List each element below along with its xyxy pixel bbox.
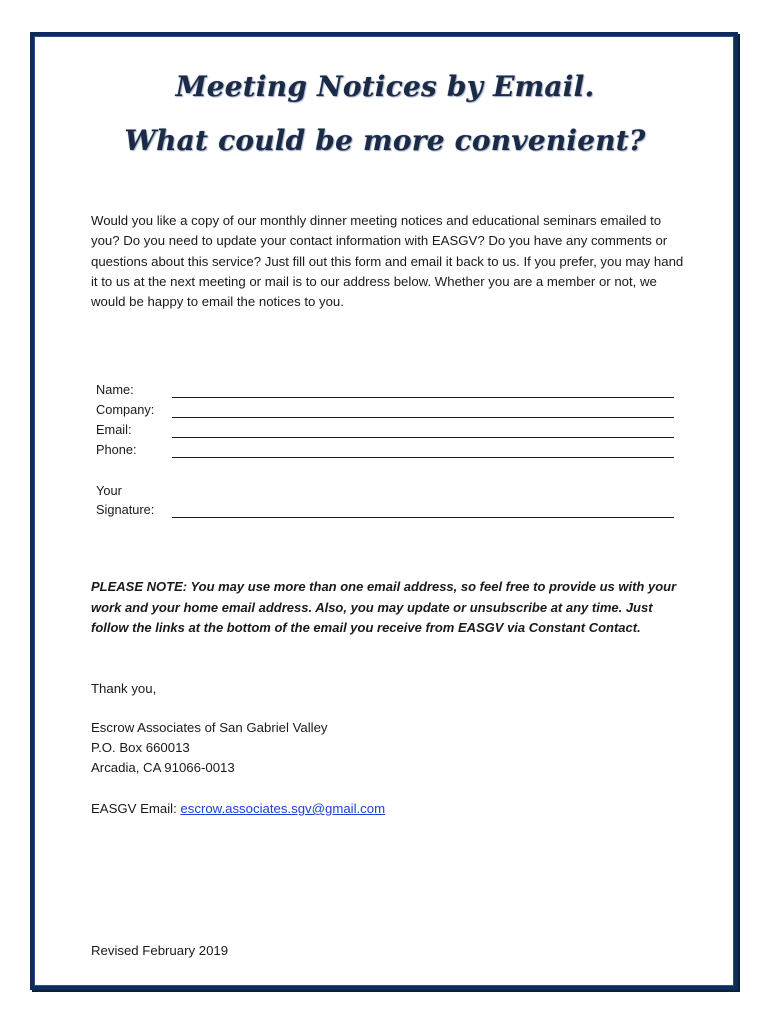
city-line: Arcadia, CA 91066-0013 [91, 760, 235, 775]
page-title: Meeting Notices by Email. [175, 70, 595, 103]
page-subtitle: What could be more convenient? [124, 124, 646, 157]
revised-date: Revised February 2019 [91, 943, 229, 958]
name-field[interactable] [172, 397, 674, 398]
phone-field[interactable] [172, 457, 674, 458]
thank-you-text: Thank you, [91, 681, 157, 696]
please-note-paragraph: PLEASE NOTE: You may use more than one email address, so feel free to provide us with your work and your home email address. Also, you may update or unsubscribe at any time. Just follow the links at the bottom of the email you receive from EASGV via Constant Contact. [91, 579, 677, 635]
signature-field[interactable] [172, 517, 674, 518]
contact-email-line [91, 799, 385, 819]
name-label: Name: [96, 382, 134, 397]
intro-paragraph: Would you like a copy of our monthly dinner meeting notices and educational seminars emailed to you? Do you need to update your contact information with EASGV? Do you have any comments or questions about this service? Just fill out this form and email it back to us. If you prefer, you may hand it to us at the next meeting or mail is to our address below. Whether you are a member or not, we would be happy to email the notices to you. [91, 213, 684, 310]
signature-label-line1: Your [96, 483, 122, 498]
name-field-row [96, 380, 676, 400]
phone-field-row [96, 440, 676, 460]
org-name: Escrow Associates of San Gabriel Valley [91, 720, 328, 735]
phone-label: Phone: [96, 442, 137, 457]
email-line-label: EASGV Email: [91, 801, 181, 816]
company-field-row [96, 400, 676, 420]
signature-field-row [96, 481, 676, 521]
email-link[interactable]: escrow.associates.sgv@gmail.com [180, 801, 386, 816]
po-box: P.O. Box 660013 [91, 740, 190, 755]
signature-label-line2: Signature: [96, 502, 155, 517]
email-field-row [96, 420, 676, 440]
company-label: Company: [96, 402, 155, 417]
email-field[interactable] [172, 437, 674, 438]
company-field[interactable] [172, 417, 674, 418]
mailing-address [91, 718, 328, 778]
email-label: Email: [96, 422, 132, 437]
signature-label [96, 481, 166, 519]
